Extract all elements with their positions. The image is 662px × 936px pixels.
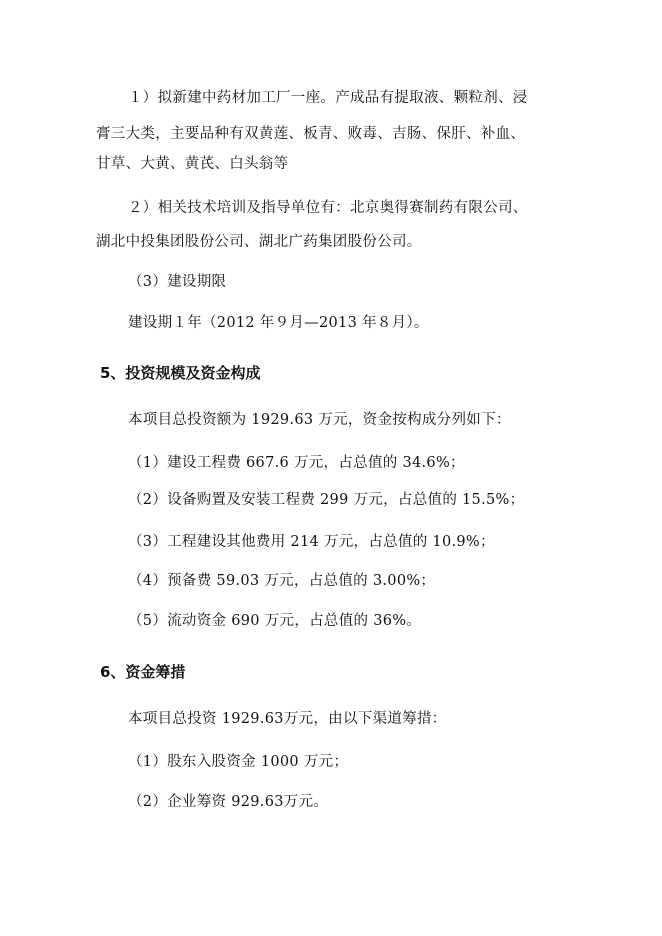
paragraph-1-line-1: １）拟新建中药材加工厂一座。产成品有提取液、颗粒剂、浸 bbox=[128, 90, 528, 106]
section-5-heading: 5、投资规模及资金构成 bbox=[100, 364, 261, 382]
section-6-item-1: （1）股东入股资金 1000 万元； bbox=[128, 754, 349, 770]
section-5-item-4: （4）预备费 59.03 万元，占总值的 3.00%； bbox=[128, 573, 436, 589]
section-6-item-2: （2）企业筹资 929.63万元。 bbox=[128, 794, 329, 810]
paragraph-1-line-3: 甘草、大黄、黄芪、白头翁等 bbox=[96, 156, 289, 172]
section-5-item-5: （5）流动资金 690 万元，占总值的 36%。 bbox=[128, 613, 422, 629]
section-5-intro: 本项目总投资额为 1929.63 万元，资金按构成分列如下： bbox=[128, 412, 511, 428]
section-5-item-2: （2）设备购置及安装工程费 299 万元，占总值的 15.5%； bbox=[128, 492, 525, 508]
paragraph-2-line-2: 湖北中投集团股份公司、湖北广药集团股份公司。 bbox=[96, 234, 422, 250]
section-5-item-3: （3）工程建设其他费用 214 万元，占总值的 10.9%； bbox=[128, 534, 495, 550]
section-5-item-1: （1）建设工程费 667.6 万元，占总值的 34.6%； bbox=[128, 455, 465, 471]
paragraph-2-line-1: ２）相关技术培训及指导单位有：北京奥得赛制药有限公司、 bbox=[128, 200, 528, 216]
section-6-intro: 本项目总投资 1929.63万元，由以下渠道筹措： bbox=[128, 711, 447, 727]
item-3-label: （3）建设期限 bbox=[128, 274, 227, 290]
section-6-heading: 6、资金筹措 bbox=[100, 663, 186, 681]
item-3-text: 建设期１年（2012 年９月—2013 年８月）。 bbox=[128, 315, 429, 331]
paragraph-1-line-2: 膏三大类，主要品种有双黄莲、板青、败毒、吉肠、保肝、补血、 bbox=[96, 126, 526, 142]
